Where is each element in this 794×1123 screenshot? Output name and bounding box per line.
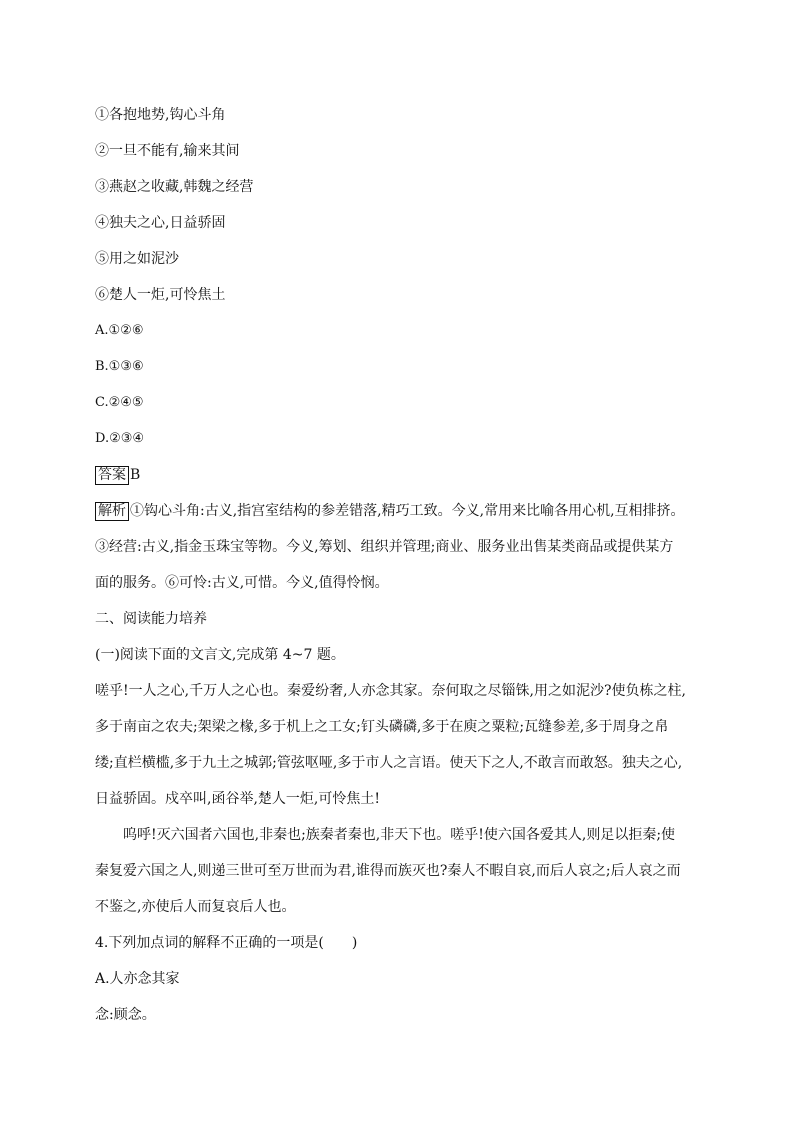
item-3: ③燕赵之收藏,韩魏之经营: [95, 179, 254, 195]
analysis-line-2: ③经营:古义,指金玉珠宝等物。今义,筹划、组织并管理;商业、服务业出售某类商品或提供某方: [95, 539, 674, 555]
passage-line-5: 呜呼!灭六国者六国也,非秦也;族秦者秦也,非天下也。嗟乎!使六国各爱其人,则足以拒秦;使: [123, 827, 676, 843]
item-6: ⑥楚人一炬,可怜焦土: [95, 287, 226, 303]
item-2: ②一旦不能有,输来其间: [95, 143, 240, 159]
option-d: D.②③④: [95, 431, 145, 446]
passage-line-6: 秦复爱六国之人,则递三世可至万世而为君,谁得而族灭也?秦人不暇自哀,而后人哀之;后人哀之而: [95, 863, 681, 879]
item-4: ④独夫之心,日益骄固: [95, 215, 226, 231]
question-4: 4.下列加点词的解释不正确的一项是( ): [95, 935, 358, 951]
analysis-line-3: 面的服务。⑥可怜:古义,可惜。今义,值得怜悯。: [95, 575, 389, 591]
item-1: ①各抱地势,钩心斗角: [95, 107, 226, 123]
section-title: 二、阅读能力培养: [95, 611, 207, 627]
sub-title: (一)阅读下面的文言文,完成第 4~7 题。: [95, 647, 345, 663]
option-a: A.①②⑥: [95, 323, 144, 338]
answer-label: 答案: [95, 466, 129, 485]
answer-value: B: [130, 467, 141, 483]
analysis-label: 解析: [95, 502, 129, 521]
item-5: ⑤用之如泥沙: [95, 251, 179, 267]
passage-line-2: 多于南亩之农夫;架梁之椽,多于机上之工女;钉头磷磷,多于在庾之粟粒;瓦缝参差,多于周身之帛: [95, 719, 669, 735]
question-option-a: A.人亦念其家: [95, 971, 180, 987]
analysis-line-1: [95, 501, 685, 521]
passage-line-7: 不鉴之,亦使后人而复哀后人也。: [95, 899, 296, 915]
passage-line-4: 日益骄固。戍卒叫,函谷举,楚人一炬,可怜焦土!: [95, 791, 380, 807]
passage-line-1: 嗟乎!一人之心,千万人之心也。秦爱纷奢,人亦念其家。奈何取之尽锱铢,用之如泥沙?使负栋之柱,: [95, 683, 686, 699]
answer-line: [95, 465, 140, 485]
analysis-text-1: ①钩心斗角:古义,指宫室结构的参差错落,精巧工致。今义,常用来比喻各用心机,互相排挤。: [130, 503, 685, 519]
option-c: C.②④⑤: [95, 395, 144, 410]
option-b: B.①③⑥: [95, 359, 144, 374]
question-explain-a: 念:顾念。: [95, 1007, 156, 1023]
passage-line-3: 缕;直栏横槛,多于九土之城郭;管弦呕哑,多于市人之言语。使天下之人,不敢言而敢怒。独夫之心,: [95, 755, 683, 771]
